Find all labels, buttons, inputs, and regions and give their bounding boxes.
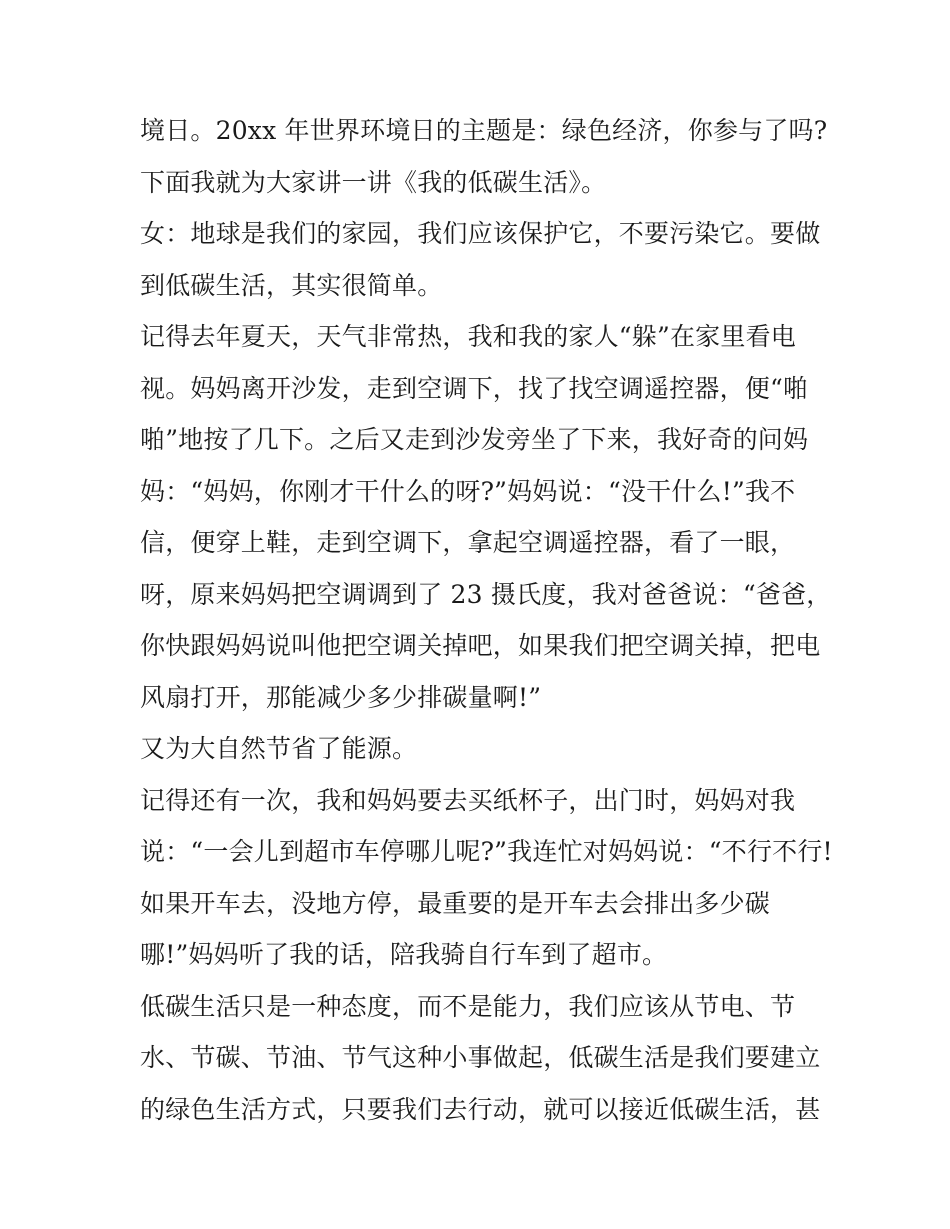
text-line: 到低碳生活，其实很简单。: [140, 270, 443, 300]
text-line: 说：“一会儿到超市车停哪儿呢?”我连忙对妈妈说：“不行不行!: [140, 837, 833, 866]
text-line: 又为大自然节省了能源。: [140, 734, 418, 763]
text-line: 记得去年夏天，天气非常热，我和我的家人“躲”在家里看电: [140, 322, 796, 351]
text-line: 风扇打开，那能减少多少排碳量啊!”: [140, 682, 542, 712]
text-line: 境日。20xx 年世界环境日的主题是：绿色经济，你参与了吗?: [140, 116, 828, 145]
text-line: 如果开车去，没地方停，最重要的是开车去会排出多少碳: [140, 888, 771, 918]
text-line: 下面我就为大家讲一讲《我的低碳生活》。: [140, 167, 607, 197]
text-line: 信，便穿上鞋，走到空调下，拿起空调遥控器，看了一眼，: [140, 528, 796, 557]
text-line: 记得还有一次，我和妈妈要去买纸杯子，出门时，妈妈对我: [140, 785, 796, 815]
text-line: 呀，原来妈妈把空调调到了 23 摄氏度，我对爸爸说：“爸爸，: [140, 579, 832, 609]
text-line: 的绿色生活方式，只要我们去行动，就可以接近低碳生活，甚: [140, 1094, 821, 1124]
text-line: 啪”地按了几下。之后又走到沙发旁坐了下来，我好奇的问妈: [140, 425, 809, 454]
text-line: 视。妈妈离开沙发，走到空调下，找了找空调遥控器，便“啪: [140, 373, 809, 403]
text-line: 低碳生活只是一种态度，而不是能力，我们应该从节电、节: [140, 991, 796, 1021]
text-line: 哪!”妈妈听了我的话，陪我骑自行车到了超市。: [140, 940, 668, 969]
text-line: 你快跟妈妈说叫他把空调关掉吧，如果我们把空调关掉，把电: [140, 631, 821, 660]
text-line: 妈：“妈妈，你刚才干什么的呀?”妈妈说：“没干什么!”我不: [140, 476, 796, 506]
text-line: 女：地球是我们的家园，我们应该保护它，不要污染它。要做: [140, 219, 821, 248]
text-line: 水、节碳、节油、节气这种小事做起，低碳生活是我们要建立: [140, 1043, 821, 1072]
